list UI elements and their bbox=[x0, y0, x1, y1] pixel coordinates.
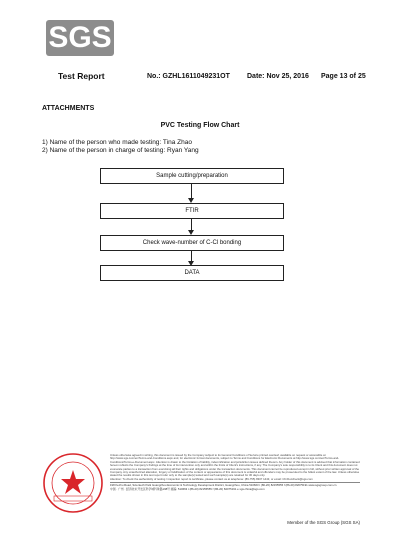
page-number: Page 13 of 25 bbox=[321, 73, 366, 80]
report-date: Date: Nov 25, 2016 bbox=[247, 73, 309, 80]
report-title: Test Report bbox=[58, 71, 105, 81]
flow-step-sample-preparation: Sample cutting/preparation bbox=[100, 168, 284, 184]
report-header bbox=[46, 72, 378, 84]
sgs-logo: SGS bbox=[46, 20, 114, 56]
flow-step-data: DATA bbox=[100, 265, 284, 281]
flow-chart-title: PVC Testing Flow Chart bbox=[160, 122, 240, 129]
report-number: No.: GZHL1611049231OT bbox=[147, 73, 230, 80]
footer-disclaimer: Unless otherwise agreed in writing, this document is issued by the Company subject to its General Conditions of Service printed overleaf, available on request or accessible at http://www.sgs.com/en/Terms-and-Conditions.aspx and, for electronic format documents, subject to Terms and Conditions for Electronic Documents at http://www.sgs.com/en/Terms-and-Conditions/Terms-e-Document.aspx. Attention is drawn to the limitation of liability, indemnification and jurisdiction issues defined therein. Any holder of this document is advised that information contained hereon reflects the Company's findings at the time of its intervention only and within the limits of Client's instructions, if any. The Company's sole responsibility is to its Client and this document does not exonerate parties to a transaction from exercising all their rights and obligations under the transaction documents. This document cannot be reproduced except in full, without prior written approval of the Company. Any unauthorized alteration, forgery or falsification of the content or appearance of this document is unlawful and offenders may be prosecuted to the fullest extent of the law. Unless otherwise stated the results shown in this test report refer only to the sample(s) tested and such sample(s) are retained for 30 days only. bbox=[110, 453, 360, 478]
company-seal-stamp bbox=[42, 452, 104, 514]
flow-step-ftir: FTIR bbox=[100, 203, 284, 219]
footer-member-note: Member of the SGS Group (SGS SA) bbox=[287, 520, 360, 525]
footer-address-en: 198 Kezhu Road, Scientech Park Guangzhou Economic & Technology Development District, Guangzhou, China 510663 t (86-20) 82155555 f (86-20) 82075191 www.sgsgroup.com.cn bbox=[110, 483, 337, 488]
footer-fine-print bbox=[110, 454, 360, 491]
footer-address-cn: 中国 · 广州 · 经济技术开发区科学城科珠路198号 邮编: 510663 t (86-20) 82155555 f (86-20) 82075191 e sgs.china@sgs.com bbox=[110, 486, 265, 491]
responsible-person: 2) Name of the person in charge of testing: Ryan Yang bbox=[42, 147, 199, 154]
attachments-heading: ATTACHMENTS bbox=[42, 105, 95, 112]
footer-authenticity-note: Attention: To check the authenticity of testing / inspection report & certificate, please contact us at telephone: (86-755) 8307 1443, or email: CN.Doccheck@sgs.com bbox=[110, 476, 313, 481]
flow-step-check-wavenumber: Check wave-number of C-Cl bonding bbox=[100, 235, 284, 251]
tester-name: 1) Name of the person who made testing: Tina Zhao bbox=[42, 139, 192, 146]
